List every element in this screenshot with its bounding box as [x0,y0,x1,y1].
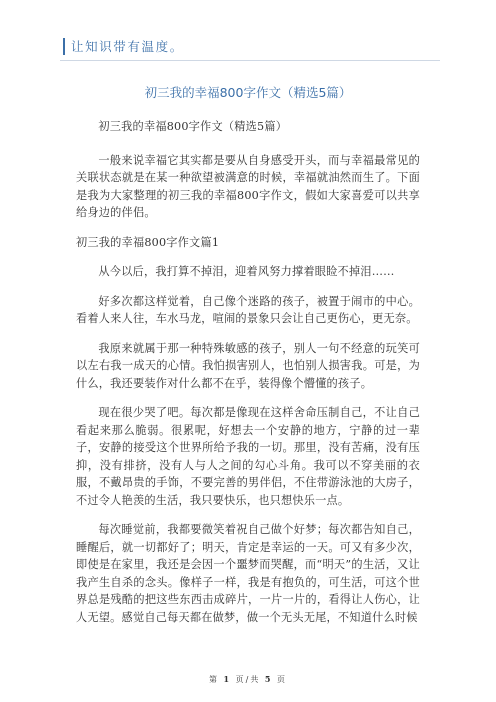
body-paragraph: 从今以后，我打算不掉泪，迎着风努力撑着眼睑不掉泪…… [98,265,395,278]
document-title: 初三我的幸福800字作文（精选5篇） [144,85,352,100]
footer-suffix: 页 [277,675,288,684]
body-paragraph: 现在很少哭了吧。每次都是像现在这样舍命压制自己，不让自己看起来那么脆弱。很累呢，好想去一个安静的地方，宁静的过一辈子，安静的接受这个世界所给予我的一切。那里，没有苦痛，没有压抑，没有排挤，没有人与人之间的勾心斗角。我可以不穿美丽的衣服，不戴昂贵的手饰，不要完善的男伴侣，不住带游泳池的大房子，不过令人艳羡的生活，我只要快乐，也只想快乐一点。 [76,406,420,507]
page-header [63,37,184,55]
footer-current-page: 1 [223,674,232,684]
body-paragraph: 每次睡觉前，我都要微笑着祝自己做个好梦；每次都告知自己，睡醒后，就一切都好了；明天，肯定是幸运的一天。可又有多少次，即使是在家里，我还是会因一个噩梦而哭醒，而“明天”的生活，又让我产生自杀的念头。像样子一样，我是有抱负的，可生活，可这个世界总是残酷的把这些东西击成碎片，一片一片的，看得让人伤心，让人无望。感觉自己每天都在做梦，做一个无头无尾，不知道什么时候 [76,523,420,624]
header-accent-bar [63,38,65,55]
header-divider [60,60,440,61]
footer-prefix: 第 [208,675,219,684]
footer-total-pages: 5 [264,674,273,684]
page-footer [0,674,496,685]
document-subtitle: 初三我的幸福800字作文（精选5篇） [98,120,288,133]
document-body [76,118,420,638]
header-slogan: 让知识带有温度。 [71,39,184,54]
body-paragraph: 好多次都这样觉着，自己像个迷路的孩子，被置于闹市的中心。看着人来人往，车水马龙，喧闹的景象只会让自己更伤心，更无奈。 [76,294,420,325]
section-heading: 初三我的幸福800字作文篇1 [76,235,220,249]
intro-paragraph: 一般来说幸福它其实都是要从自身感受开头，而与幸福最常见的关联状态就是在某一种欲望被满意的时候，幸福就油然而生了。下面是我为大家整理的初三我的幸福800字作文，假如大家喜爱可以共享给身边的伴侣。 [76,153,420,219]
footer-middle: 页/共 [235,675,261,684]
body-paragraph: 我原来就属于那一种特殊敏感的孩子，别人一句不经意的玩笑可以左右我一成天的心情。我怕损害别人，也怕别人损害我。可是，为什么，我还要装作对什么都不在乎，装得像个懵懂的孩子。 [76,341,420,390]
